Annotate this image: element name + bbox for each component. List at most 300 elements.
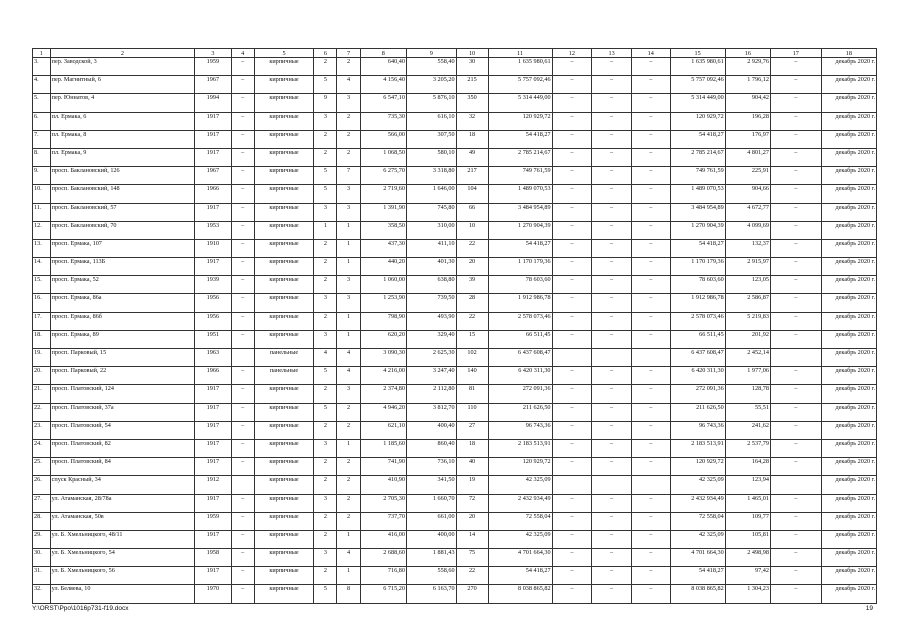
residential-area-cell: 3 812,70 bbox=[406, 403, 456, 421]
cost-col-13-cell: – bbox=[592, 421, 632, 439]
cost-col-14-cell: – bbox=[631, 403, 670, 421]
year-overhaul-cell: – bbox=[231, 294, 254, 312]
col-17-cell: – bbox=[770, 458, 821, 476]
floors-cell: 2 bbox=[314, 567, 337, 585]
entrances-cell: 2 bbox=[337, 512, 360, 530]
cost-col-15-cell: 5 314 449,00 bbox=[670, 94, 725, 112]
cost-col-15-cell: 1 912 986,78 bbox=[670, 294, 725, 312]
residents-cell: 81 bbox=[456, 385, 488, 403]
unit-cost-cell: 123,05 bbox=[725, 276, 770, 294]
cost-col-12-cell: – bbox=[552, 185, 592, 203]
cost-col-12-cell: – bbox=[552, 76, 592, 94]
floors-cell: 2 bbox=[314, 276, 337, 294]
address-cell: просп. Платовский, 82 bbox=[50, 439, 195, 457]
residential-area-cell: 638,80 bbox=[406, 276, 456, 294]
wall-material-cell: кирпичные bbox=[254, 512, 314, 530]
cost-col-12-cell: – bbox=[552, 530, 592, 548]
total-cost-cell: 749 761,59 bbox=[488, 167, 552, 185]
cost-col-15-cell: 120 929,72 bbox=[670, 458, 725, 476]
entrances-cell: 2 bbox=[337, 476, 360, 494]
year-built-cell: 1917 bbox=[195, 458, 231, 476]
col-17-cell: – bbox=[770, 276, 821, 294]
col-17-cell: – bbox=[770, 167, 821, 185]
unit-cost-cell: 201,92 bbox=[725, 330, 770, 348]
wall-material-cell: кирпичные bbox=[254, 221, 314, 239]
completion-date-cell: декабрь 2020 г. bbox=[821, 58, 876, 76]
wall-material-cell: кирпичные bbox=[254, 276, 314, 294]
completion-date-cell: декабрь 2020 г. bbox=[821, 458, 876, 476]
completion-date-cell: декабрь 2020 г. bbox=[821, 76, 876, 94]
year-overhaul-cell bbox=[231, 349, 254, 367]
completion-date-cell: декабрь 2020 г. bbox=[821, 367, 876, 385]
cost-col-14-cell bbox=[631, 476, 670, 494]
year-built-cell: 1917 bbox=[195, 203, 231, 221]
row-number-cell: 20. bbox=[33, 367, 51, 385]
page-number: 19 bbox=[865, 605, 873, 612]
year-overhaul-cell: – bbox=[231, 530, 254, 548]
year-built-cell: 1966 bbox=[195, 367, 231, 385]
year-built-cell: 1912 bbox=[195, 476, 231, 494]
cost-col-15-cell: 8 038 865,82 bbox=[670, 585, 725, 603]
year-built-cell: 1958 bbox=[195, 549, 231, 567]
row-number-cell: 12. bbox=[33, 221, 51, 239]
year-overhaul-cell: – bbox=[231, 458, 254, 476]
row-number-cell: 4. bbox=[33, 76, 51, 94]
col-17-cell: – bbox=[770, 549, 821, 567]
residential-area-cell: 745,80 bbox=[406, 203, 456, 221]
year-overhaul-cell: – bbox=[231, 258, 254, 276]
floors-cell: 4 bbox=[314, 349, 337, 367]
table-row bbox=[33, 439, 877, 457]
wall-material-cell: кирпичные bbox=[254, 549, 314, 567]
row-number-cell: 26. bbox=[33, 476, 51, 494]
cost-col-15-cell: 120 929,72 bbox=[670, 112, 725, 130]
address-cell: просп. Платовский, 84 bbox=[50, 458, 195, 476]
completion-date-cell: декабрь 2020 г. bbox=[821, 494, 876, 512]
cost-col-13-cell: – bbox=[592, 203, 632, 221]
cost-col-12-cell: – bbox=[552, 567, 592, 585]
cost-col-13-cell: – bbox=[592, 585, 632, 603]
wall-material-cell: кирпичные bbox=[254, 439, 314, 457]
register-table bbox=[32, 48, 877, 604]
entrances-cell: 3 bbox=[337, 294, 360, 312]
residents-cell: 66 bbox=[456, 203, 488, 221]
cost-col-14-cell: – bbox=[631, 130, 670, 148]
row-number-cell: 13. bbox=[33, 239, 51, 257]
year-overhaul-cell: – bbox=[231, 167, 254, 185]
year-overhaul-cell: – bbox=[231, 549, 254, 567]
row-number-cell: 29. bbox=[33, 530, 51, 548]
cost-col-12-cell: – bbox=[552, 585, 592, 603]
unit-cost-cell: 1 304,23 bbox=[725, 585, 770, 603]
total-area-cell: 1 185,60 bbox=[360, 439, 406, 457]
table-row bbox=[33, 403, 877, 421]
table-row bbox=[33, 585, 877, 603]
table-row bbox=[33, 458, 877, 476]
year-overhaul-cell: – bbox=[231, 148, 254, 166]
table-row bbox=[33, 421, 877, 439]
unit-cost-cell: 128,78 bbox=[725, 385, 770, 403]
col-17-cell: – bbox=[770, 421, 821, 439]
cost-col-13-cell: – bbox=[592, 76, 632, 94]
residential-area-cell: 307,50 bbox=[406, 130, 456, 148]
table-row bbox=[33, 76, 877, 94]
col-17-cell: – bbox=[770, 130, 821, 148]
unit-cost-cell: 4 672,77 bbox=[725, 203, 770, 221]
cost-col-13-cell: – bbox=[592, 367, 632, 385]
unit-cost-cell: 2 537,79 bbox=[725, 439, 770, 457]
row-number-cell: 14. bbox=[33, 258, 51, 276]
cost-col-15-cell: 749 761,59 bbox=[670, 167, 725, 185]
residents-cell: 22 bbox=[456, 312, 488, 330]
address-cell: ул. Б. Хмельницкого, 48/11 bbox=[50, 530, 195, 548]
cost-col-13-cell: – bbox=[592, 494, 632, 512]
row-number-cell: 28. bbox=[33, 512, 51, 530]
residents-cell: 22 bbox=[456, 239, 488, 257]
completion-date-cell: декабрь 2020 г. bbox=[821, 94, 876, 112]
residential-area-cell: 558,40 bbox=[406, 58, 456, 76]
total-cost-cell: 211 626,50 bbox=[488, 403, 552, 421]
col-17-cell: – bbox=[770, 512, 821, 530]
row-number-cell: 17. bbox=[33, 312, 51, 330]
table-row bbox=[33, 239, 877, 257]
year-built-cell: 1917 bbox=[195, 421, 231, 439]
column-number-2: 2 bbox=[50, 49, 195, 58]
cost-col-14-cell: – bbox=[631, 530, 670, 548]
address-cell: просп. Ермака, 113Б bbox=[50, 258, 195, 276]
residents-cell: 18 bbox=[456, 439, 488, 457]
total-cost-cell: 120 929,72 bbox=[488, 112, 552, 130]
total-cost-cell: 2 578 073,46 bbox=[488, 312, 552, 330]
table-row bbox=[33, 367, 877, 385]
table-row bbox=[33, 349, 877, 367]
cost-col-14-cell: – bbox=[631, 330, 670, 348]
document-path: Y:\ORST\Ppo\1016p731-f19.docx bbox=[32, 605, 129, 612]
table-row bbox=[33, 221, 877, 239]
unit-cost-cell: 1 977,06 bbox=[725, 367, 770, 385]
year-overhaul-cell: – bbox=[231, 585, 254, 603]
floors-cell: 3 bbox=[314, 112, 337, 130]
completion-date-cell: декабрь 2020 г. bbox=[821, 512, 876, 530]
unit-cost-cell: 2 586,87 bbox=[725, 294, 770, 312]
cost-col-15-cell: 66 511,45 bbox=[670, 330, 725, 348]
residents-cell: 22 bbox=[456, 567, 488, 585]
entrances-cell: 4 bbox=[337, 367, 360, 385]
residential-area-cell: 1 646,00 bbox=[406, 185, 456, 203]
total-area-cell: 6 715,20 bbox=[360, 585, 406, 603]
total-cost-cell: 5 314 449,00 bbox=[488, 94, 552, 112]
total-cost-cell: 6 437 608,47 bbox=[488, 349, 552, 367]
row-number-cell: 3. bbox=[33, 58, 51, 76]
cost-col-15-cell: 42 325,09 bbox=[670, 476, 725, 494]
total-cost-cell: 2 432 934,49 bbox=[488, 494, 552, 512]
address-cell: пл. Ермака, 8 bbox=[50, 130, 195, 148]
table-row bbox=[33, 94, 877, 112]
residents-cell: 40 bbox=[456, 458, 488, 476]
row-number-cell: 21. bbox=[33, 385, 51, 403]
residents-cell: 18 bbox=[456, 130, 488, 148]
floors-cell: 2 bbox=[314, 530, 337, 548]
cost-col-15-cell: 1 635 980,61 bbox=[670, 58, 725, 76]
floors-cell: 5 bbox=[314, 403, 337, 421]
cost-col-12-cell bbox=[552, 476, 592, 494]
cost-col-13-cell: – bbox=[592, 549, 632, 567]
table-row bbox=[33, 276, 877, 294]
residential-area-cell: 580,10 bbox=[406, 148, 456, 166]
cost-col-14-cell: – bbox=[631, 494, 670, 512]
total-cost-cell: 272 091,36 bbox=[488, 385, 552, 403]
residential-area-cell: 1 660,70 bbox=[406, 494, 456, 512]
floors-cell: 2 bbox=[314, 512, 337, 530]
year-overhaul-cell: – bbox=[231, 239, 254, 257]
cost-col-12-cell: – bbox=[552, 221, 592, 239]
year-built-cell: 1970 bbox=[195, 585, 231, 603]
cost-col-14-cell: – bbox=[631, 567, 670, 585]
completion-date-cell: декабрь 2020 г. bbox=[821, 549, 876, 567]
cost-col-14-cell: – bbox=[631, 458, 670, 476]
cost-col-14-cell: – bbox=[631, 549, 670, 567]
floors-cell: 3 bbox=[314, 549, 337, 567]
cost-col-13-cell bbox=[592, 349, 632, 367]
total-area-cell: 358,50 bbox=[360, 221, 406, 239]
floors-cell: 3 bbox=[314, 203, 337, 221]
floors-cell: 5 bbox=[314, 76, 337, 94]
table-row bbox=[33, 494, 877, 512]
year-built-cell: 1953 bbox=[195, 221, 231, 239]
entrances-cell: 1 bbox=[337, 258, 360, 276]
unit-cost-cell: 164,28 bbox=[725, 458, 770, 476]
wall-material-cell: кирпичные bbox=[254, 421, 314, 439]
total-area-cell: 1 060,00 bbox=[360, 276, 406, 294]
row-number-cell: 8. bbox=[33, 148, 51, 166]
unit-cost-cell: 4 099,69 bbox=[725, 221, 770, 239]
column-number-18: 18 bbox=[821, 49, 876, 58]
col-17-cell: – bbox=[770, 76, 821, 94]
col-17-cell: – bbox=[770, 567, 821, 585]
residents-cell: 104 bbox=[456, 185, 488, 203]
entrances-cell: 4 bbox=[337, 549, 360, 567]
address-cell: пер. Заводской, 3 bbox=[50, 58, 195, 76]
floors-cell: 5 bbox=[314, 585, 337, 603]
completion-date-cell: декабрь 2020 г. bbox=[821, 258, 876, 276]
unit-cost-cell: 109,77 bbox=[725, 512, 770, 530]
cost-col-14-cell: – bbox=[631, 76, 670, 94]
cost-col-13-cell: – bbox=[592, 403, 632, 421]
residents-cell: 14 bbox=[456, 530, 488, 548]
year-overhaul-cell: – bbox=[231, 312, 254, 330]
year-built-cell: 1910 bbox=[195, 239, 231, 257]
col-17-cell: – bbox=[770, 585, 821, 603]
cost-col-13-cell: – bbox=[592, 312, 632, 330]
wall-material-cell: кирпичные bbox=[254, 585, 314, 603]
entrances-cell: 2 bbox=[337, 494, 360, 512]
cost-col-13-cell: – bbox=[592, 276, 632, 294]
total-cost-cell: 72 558,04 bbox=[488, 512, 552, 530]
cost-col-14-cell: – bbox=[631, 94, 670, 112]
entrances-cell: 7 bbox=[337, 167, 360, 185]
table-row bbox=[33, 530, 877, 548]
table-body bbox=[33, 58, 877, 604]
wall-material-cell: кирпичные bbox=[254, 130, 314, 148]
address-cell: просп. Ермака, 86а bbox=[50, 294, 195, 312]
year-built-cell: 1917 bbox=[195, 385, 231, 403]
row-number-cell: 31. bbox=[33, 567, 51, 585]
year-overhaul-cell: – bbox=[231, 403, 254, 421]
total-area-cell: 620,20 bbox=[360, 330, 406, 348]
completion-date-cell: декабрь 2020 г. bbox=[821, 403, 876, 421]
column-number-12: 12 bbox=[552, 49, 592, 58]
cost-col-15-cell: 42 325,09 bbox=[670, 530, 725, 548]
cost-col-12-cell: – bbox=[552, 439, 592, 457]
wall-material-cell: кирпичные bbox=[254, 112, 314, 130]
cost-col-13-cell: – bbox=[592, 458, 632, 476]
column-number-8: 8 bbox=[360, 49, 406, 58]
total-cost-cell: 54 418,27 bbox=[488, 567, 552, 585]
cost-col-12-cell bbox=[552, 349, 592, 367]
entrances-cell: 1 bbox=[337, 312, 360, 330]
col-17-cell: – bbox=[770, 58, 821, 76]
cost-col-15-cell: 78 603,60 bbox=[670, 276, 725, 294]
entrances-cell: 4 bbox=[337, 76, 360, 94]
col-17-cell: – bbox=[770, 112, 821, 130]
cost-col-12-cell: – bbox=[552, 276, 592, 294]
col-17-cell: – bbox=[770, 530, 821, 548]
col-17-cell: – bbox=[770, 494, 821, 512]
col-17-cell: – bbox=[770, 294, 821, 312]
total-cost-cell: 3 484 954,89 bbox=[488, 203, 552, 221]
residential-area-cell: 400,00 bbox=[406, 530, 456, 548]
cost-col-13-cell: – bbox=[592, 130, 632, 148]
year-built-cell: 1917 bbox=[195, 148, 231, 166]
completion-date-cell: декабрь 2020 г. bbox=[821, 476, 876, 494]
residents-cell: 20 bbox=[456, 258, 488, 276]
wall-material-cell: кирпичные bbox=[254, 185, 314, 203]
cost-col-15-cell: 96 743,36 bbox=[670, 421, 725, 439]
row-number-cell: 23. bbox=[33, 421, 51, 439]
total-area-cell: 4 216,00 bbox=[360, 367, 406, 385]
cost-col-14-cell: – bbox=[631, 148, 670, 166]
wall-material-cell: панельные bbox=[254, 367, 314, 385]
unit-cost-cell: 904,42 bbox=[725, 94, 770, 112]
residential-area-cell: 3 247,40 bbox=[406, 367, 456, 385]
floors-cell: 2 bbox=[314, 258, 337, 276]
completion-date-cell: декабрь 2020 г. bbox=[821, 349, 876, 367]
completion-date-cell: декабрь 2020 г. bbox=[821, 185, 876, 203]
cost-col-13-cell: – bbox=[592, 94, 632, 112]
year-overhaul-cell: – bbox=[231, 439, 254, 457]
cost-col-12-cell: – bbox=[552, 148, 592, 166]
cost-col-13-cell: – bbox=[592, 112, 632, 130]
total-area-cell: 2 719,60 bbox=[360, 185, 406, 203]
cost-col-13-cell: – bbox=[592, 258, 632, 276]
address-cell: пер. Юннатов, 4 bbox=[50, 94, 195, 112]
unit-cost-cell: 241,62 bbox=[725, 421, 770, 439]
entrances-cell: 2 bbox=[337, 403, 360, 421]
wall-material-cell: кирпичные bbox=[254, 167, 314, 185]
cost-col-14-cell: – bbox=[631, 421, 670, 439]
column-number-5: 5 bbox=[254, 49, 314, 58]
cost-col-14-cell: – bbox=[631, 203, 670, 221]
unit-cost-cell: 225,91 bbox=[725, 167, 770, 185]
entrances-cell: 3 bbox=[337, 385, 360, 403]
total-cost-cell: 120 929,72 bbox=[488, 458, 552, 476]
table-row bbox=[33, 148, 877, 166]
column-number-15: 15 bbox=[670, 49, 725, 58]
table-row bbox=[33, 476, 877, 494]
cost-col-13-cell: – bbox=[592, 148, 632, 166]
total-cost-cell: 1 912 986,78 bbox=[488, 294, 552, 312]
address-cell: просп. Баклановский, 57 bbox=[50, 203, 195, 221]
cost-col-12-cell: – bbox=[552, 312, 592, 330]
cost-col-14-cell: – bbox=[631, 258, 670, 276]
year-built-cell: 1917 bbox=[195, 112, 231, 130]
residential-area-cell: 1 881,43 bbox=[406, 549, 456, 567]
total-cost-cell: 54 418,27 bbox=[488, 130, 552, 148]
total-cost-cell: 2 183 513,91 bbox=[488, 439, 552, 457]
column-number-9: 9 bbox=[406, 49, 456, 58]
year-built-cell: 1959 bbox=[195, 58, 231, 76]
residents-cell: 32 bbox=[456, 112, 488, 130]
residential-area-cell: 3 318,80 bbox=[406, 167, 456, 185]
total-area-cell: 6 547,10 bbox=[360, 94, 406, 112]
total-cost-cell: 96 743,36 bbox=[488, 421, 552, 439]
residents-cell: 39 bbox=[456, 276, 488, 294]
column-number-4: 4 bbox=[231, 49, 254, 58]
address-cell: просп. Баклановский, 126 bbox=[50, 167, 195, 185]
address-cell: ул. Б. Хмельницкого, 56 bbox=[50, 567, 195, 585]
col-17-cell bbox=[770, 476, 821, 494]
address-cell: пл. Ермака, 6 bbox=[50, 112, 195, 130]
cost-col-14-cell: – bbox=[631, 185, 670, 203]
address-cell: просп. Парковый, 22 bbox=[50, 367, 195, 385]
cost-col-15-cell: 2 578 073,46 bbox=[670, 312, 725, 330]
year-built-cell: 1917 bbox=[195, 130, 231, 148]
year-overhaul-cell bbox=[231, 476, 254, 494]
cost-col-15-cell: 5 757 092,46 bbox=[670, 76, 725, 94]
table-row bbox=[33, 512, 877, 530]
wall-material-cell: кирпичные bbox=[254, 76, 314, 94]
total-area-cell: 621,10 bbox=[360, 421, 406, 439]
cost-col-14-cell: – bbox=[631, 276, 670, 294]
residential-area-cell: 5 876,10 bbox=[406, 94, 456, 112]
cost-col-12-cell: – bbox=[552, 58, 592, 76]
cost-col-15-cell: 54 418,27 bbox=[670, 239, 725, 257]
total-area-cell: 741,90 bbox=[360, 458, 406, 476]
row-number-cell: 19. bbox=[33, 349, 51, 367]
wall-material-cell: кирпичные bbox=[254, 239, 314, 257]
cost-col-12-cell: – bbox=[552, 258, 592, 276]
residents-cell: 30 bbox=[456, 58, 488, 76]
year-overhaul-cell: – bbox=[231, 203, 254, 221]
residential-area-cell: 329,40 bbox=[406, 330, 456, 348]
address-cell: ул. Атаманская, 50в bbox=[50, 512, 195, 530]
cost-col-14-cell: – bbox=[631, 439, 670, 457]
col-17-cell: – bbox=[770, 367, 821, 385]
year-overhaul-cell: – bbox=[231, 367, 254, 385]
entrances-cell: 2 bbox=[337, 112, 360, 130]
total-cost-cell: 6 420 311,30 bbox=[488, 367, 552, 385]
address-cell: просп. Платовский, 37а bbox=[50, 403, 195, 421]
cost-col-15-cell: 211 626,50 bbox=[670, 403, 725, 421]
wall-material-cell: кирпичные bbox=[254, 330, 314, 348]
floors-cell: 3 bbox=[314, 494, 337, 512]
total-cost-cell: 1 489 070,53 bbox=[488, 185, 552, 203]
completion-date-cell: декабрь 2020 г. bbox=[821, 312, 876, 330]
table-row bbox=[33, 258, 877, 276]
col-17-cell: – bbox=[770, 94, 821, 112]
wall-material-cell: кирпичные bbox=[254, 148, 314, 166]
cost-col-15-cell: 4 701 664,30 bbox=[670, 549, 725, 567]
